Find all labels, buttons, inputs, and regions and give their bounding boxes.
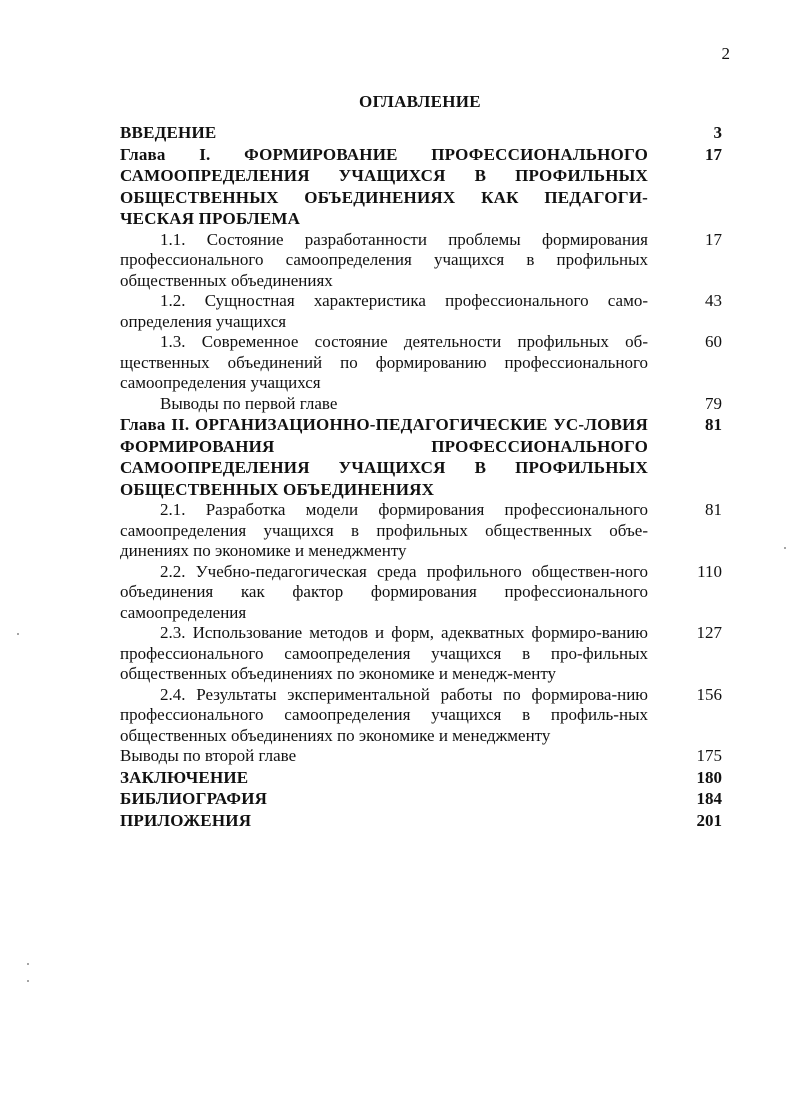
toc-entry-page: 175 <box>696 746 722 765</box>
toc-entry-text: Выводы по первой главе <box>160 393 338 413</box>
toc-entry-section-2-1 <box>120 500 722 562</box>
toc-entry-section-1-2 <box>120 291 722 332</box>
table-of-contents <box>120 122 722 831</box>
scan-speck <box>27 980 29 982</box>
toc-entry-text: 2.3. Использование методов и форм, адекватных формиро-ванию профессионального самоопределения учащихся в про-фильных общественных объединениях по экономике и менедж-менту <box>120 623 648 683</box>
toc-entry-text: 2.2. Учебно-педагогическая среда профильного обществен-ного объединения как фактор формирования профессионального самоопределения <box>120 561 648 622</box>
toc-entry-text: 2.4. Результаты экспериментальной работы по формирова-нию профессионального самоопределения учащихся в профиль-ных общественных объединениях по экономике и менеджменту <box>120 684 648 745</box>
toc-entry-section-2-2 <box>120 562 722 624</box>
toc-entry-text: 1.1. Состояние разработанности проблемы формирования профессионального самоопределения учащихся в профильных общественных объединениях <box>120 229 648 290</box>
toc-entry-chapter-1 <box>120 144 722 230</box>
toc-entry-text: 1.2. Сущностная характеристика профессионального само-определения учащихся <box>120 291 648 331</box>
toc-entry-conclusions-1 <box>120 394 722 415</box>
toc-entry-conclusions-2 <box>120 746 722 767</box>
toc-entry-text: 1.3. Современное состояние деятельности профильных об-щественных объединений по формированию профессионального самоопределения учащихся <box>120 332 648 392</box>
toc-entry-section-1-1 <box>120 230 722 292</box>
toc-entry-page: 60 <box>705 332 722 351</box>
toc-entry-page: 184 <box>696 789 722 808</box>
toc-entry-page: 81 <box>705 415 722 434</box>
toc-entry-page: 81 <box>705 500 722 519</box>
toc-entry-text: Выводы по второй главе <box>120 746 297 765</box>
toc-entry-chapter-2 <box>120 414 722 500</box>
toc-entry-text: ПРИЛОЖЕНИЯ <box>120 810 252 830</box>
scan-speck <box>784 547 786 549</box>
toc-entry-text: Глава I. ФОРМИРОВАНИЕ ПРОФЕССИОНАЛЬНОГО САМООПРЕДЕЛЕНИЯ УЧАЩИХСЯ В ПРОФИЛЬНЫХ ОБЩЕСТВЕННЫХ ОБЪЕДИНЕНИЯХ КАК ПЕДАГОГИ-ЧЕСКАЯ ПРОБЛЕМА <box>120 144 648 228</box>
toc-entry-appendices <box>120 810 722 832</box>
toc-entry-page: 180 <box>696 767 722 787</box>
toc-entry-text: БИБЛИОГРАФИЯ <box>120 789 268 808</box>
toc-entry-page: 17 <box>705 144 722 164</box>
toc-entry-introduction <box>120 122 722 144</box>
page-number: 2 <box>721 44 730 63</box>
toc-entry-page: 17 <box>705 229 722 249</box>
toc-entry-text: ЗАКЛЮЧЕНИЕ <box>120 767 249 787</box>
toc-entry-page: 201 <box>696 810 722 830</box>
toc-entry-page: 110 <box>697 561 722 581</box>
toc-entry-page: 3 <box>713 123 722 142</box>
page-title: ОГЛАВЛЕНИЕ <box>359 92 481 111</box>
toc-entry-section-2-4 <box>120 685 722 747</box>
toc-entry-conclusion <box>120 767 722 789</box>
scan-speck <box>27 963 29 965</box>
toc-entry-page: 79 <box>705 393 722 413</box>
toc-entry-text: 2.1. Разработка модели формирования профессионального самоопределения учащихся в профильных общественных объе-динениях по экономике и менеджменту <box>120 500 648 560</box>
scan-speck <box>17 633 19 635</box>
toc-entry-section-1-3 <box>120 332 722 394</box>
toc-entry-page: 156 <box>696 684 722 704</box>
toc-entry-bibliography <box>120 788 722 810</box>
toc-entry-text: ВВЕДЕНИЕ <box>120 123 217 142</box>
toc-entry-page: 127 <box>696 623 722 642</box>
toc-entry-text: Глава II. ОРГАНИЗАЦИОННО-ПЕДАГОГИЧЕСКИЕ УС-ЛОВИЯ ФОРМИРОВАНИЯ ПРОФЕССИОНАЛЬНОГО САМООПРЕДЕЛЕНИЯ УЧАЩИХСЯ В ПРОФИЛЬНЫХ ОБЩЕСТВЕННЫХ ОБЪЕДИНЕНИЯХ <box>120 415 648 499</box>
toc-entry-page: 43 <box>705 291 722 310</box>
toc-entry-section-2-3 <box>120 623 722 685</box>
